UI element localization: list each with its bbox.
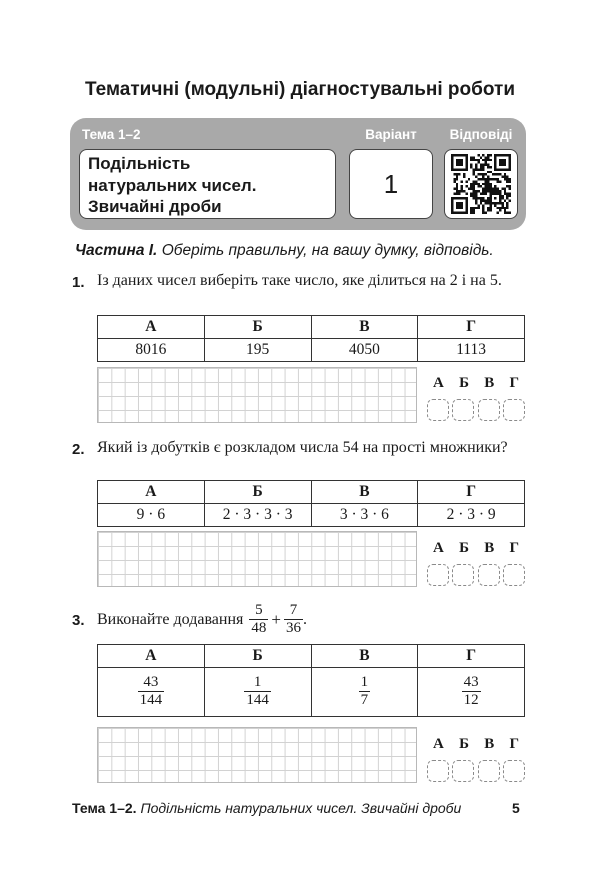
answer-box-v[interactable] — [478, 760, 500, 782]
answer-area — [427, 736, 525, 782]
topic-box — [79, 149, 336, 219]
option-letter: Б — [204, 316, 311, 339]
variant-number: 1 — [349, 149, 433, 219]
fraction — [244, 675, 271, 709]
options-table — [97, 315, 525, 362]
option-letter: Г — [418, 645, 525, 668]
answer-letter: А — [433, 540, 444, 556]
answer-letter: Г — [509, 375, 519, 391]
option-value: 4050 — [311, 339, 418, 362]
option-value — [98, 668, 205, 717]
question-number: 3. — [72, 612, 85, 629]
fraction-denominator: 12 — [463, 692, 479, 708]
option-value: 2 · 3 · 3 · 3 — [204, 504, 311, 527]
plus-operator: + — [271, 610, 281, 629]
option-letter: А — [98, 645, 205, 668]
footer-text: Подільність натуральних чисел. Звичайні дроби — [140, 800, 462, 816]
option-value: 1113 — [418, 339, 525, 362]
topic-title — [88, 153, 256, 218]
answer-box-a[interactable] — [427, 399, 449, 421]
fraction-numerator: 1 — [360, 674, 369, 691]
part-instruction — [75, 242, 494, 260]
answer-letter: В — [484, 375, 495, 391]
scratch-grid[interactable] — [97, 727, 417, 783]
answer-box-g[interactable] — [503, 760, 525, 782]
answer-letter: Б — [459, 375, 469, 391]
fraction — [138, 675, 165, 709]
answer-box-b[interactable] — [452, 760, 474, 782]
answer-box-v[interactable] — [478, 564, 500, 586]
option-letter: А — [98, 481, 205, 504]
option-value — [418, 668, 525, 717]
option-letter: В — [311, 481, 418, 504]
scratch-grid[interactable] — [97, 367, 417, 423]
question-text — [97, 598, 307, 642]
fraction — [462, 675, 481, 709]
fraction — [359, 675, 371, 709]
page-footer — [72, 800, 461, 816]
option-value: 9 · 6 — [98, 504, 205, 527]
answer-box-b[interactable] — [452, 564, 474, 586]
answer-box-v[interactable] — [478, 399, 500, 421]
option-letter: В — [311, 316, 418, 339]
option-value: 195 — [204, 339, 311, 362]
answer-letter: А — [433, 736, 444, 752]
topic-line: Звичайні дроби — [88, 197, 222, 216]
fraction-denominator: 144 — [246, 692, 269, 708]
option-letter: В — [311, 645, 418, 668]
page-number: 5 — [512, 800, 520, 816]
option-letter: А — [98, 316, 205, 339]
part-text: Оберіть правильну, на вашу думку, відповідь. — [161, 242, 494, 259]
fraction-numerator: 7 — [289, 602, 298, 619]
fraction-numerator: 43 — [463, 674, 479, 691]
question-text-after: . — [302, 611, 307, 628]
option-letter: Б — [204, 481, 311, 504]
answer-letter: Г — [509, 540, 519, 556]
scratch-grid[interactable] — [97, 531, 417, 587]
answer-box-g[interactable] — [503, 564, 525, 586]
topic-line: Подільність — [88, 154, 191, 173]
fraction-numerator: 43 — [143, 674, 159, 691]
options-table — [97, 480, 525, 527]
answers-label: Відповіді — [449, 127, 513, 142]
question-number: 2. — [72, 441, 85, 458]
option-value — [204, 668, 311, 717]
fraction-denominator: 7 — [360, 692, 369, 708]
option-value: 3 · 3 · 6 — [311, 504, 418, 527]
question-text: Який із добутків є розкладом числа 54 на прості множники? — [97, 439, 508, 456]
fraction-denominator: 48 — [251, 620, 267, 636]
answer-letter: В — [484, 736, 495, 752]
question-number: 1. — [72, 274, 85, 291]
header-panel — [70, 118, 526, 230]
qr-code-box[interactable] — [444, 149, 518, 219]
answer-area — [427, 540, 525, 586]
options-table — [97, 644, 525, 717]
fraction — [284, 603, 303, 637]
variant-label: Варіант — [365, 127, 417, 142]
option-letter: Б — [204, 645, 311, 668]
answer-letter: Б — [459, 540, 469, 556]
part-label: Частина I. — [75, 242, 158, 259]
question-text-before: Виконайте додавання — [97, 611, 244, 628]
question-text: Із даних чисел виберіть таке число, яке ділиться на 2 і на 5. — [97, 272, 502, 289]
fraction-numerator: 5 — [255, 602, 263, 619]
option-letter: Г — [418, 481, 525, 504]
fraction-denominator: 144 — [139, 692, 163, 708]
answer-box-a[interactable] — [427, 760, 449, 782]
footer-topic: Тема 1–2. — [72, 800, 137, 816]
answer-box-a[interactable] — [427, 564, 449, 586]
answer-area — [427, 375, 525, 421]
qr-code-icon — [451, 154, 511, 214]
answer-box-g[interactable] — [503, 399, 525, 421]
option-letter: Г — [418, 316, 525, 339]
answer-letter: А — [433, 375, 444, 391]
fraction — [249, 603, 268, 637]
answer-letter: Б — [459, 736, 469, 752]
option-value: 2 · 3 · 9 — [418, 504, 525, 527]
option-value: 8016 — [98, 339, 205, 362]
answer-letter: В — [484, 540, 495, 556]
answer-letter: Г — [509, 736, 519, 752]
page-title: Тематичні (модульні) діагностувальні роботи — [84, 79, 515, 100]
topic-line: натуральних чисел. — [88, 175, 257, 195]
answer-box-b[interactable] — [452, 399, 474, 421]
topic-label: Тема 1–2 — [82, 127, 141, 142]
option-value — [311, 668, 418, 717]
fraction-denominator: 36 — [285, 620, 301, 636]
fraction-numerator: 1 — [253, 674, 262, 691]
